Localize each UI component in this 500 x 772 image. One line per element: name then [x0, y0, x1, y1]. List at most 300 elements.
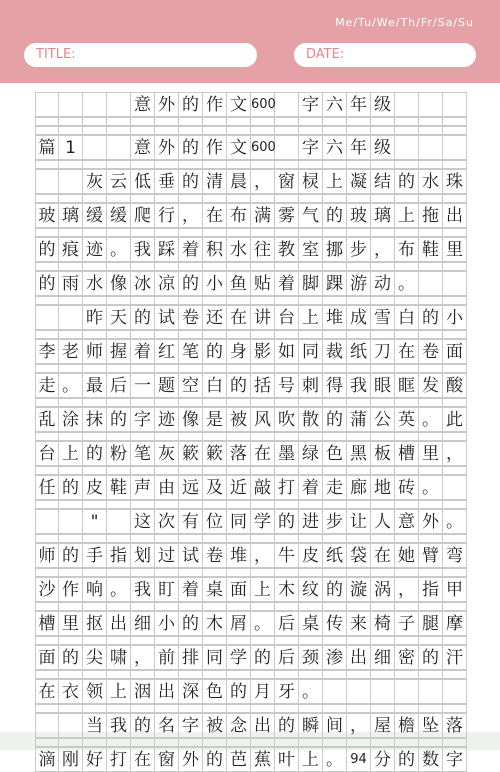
grid-cell: 如 [275, 340, 299, 363]
grid-gap-cell [131, 195, 155, 202]
grid-cell: 走 [323, 476, 347, 499]
grid-cell: 晨 [227, 170, 251, 193]
grid-gap-cell [35, 365, 59, 372]
grid-gap-cell [155, 127, 179, 134]
grid-gap-cell [323, 603, 347, 610]
grid-cell: 鞋 [107, 476, 131, 499]
essay-line [35, 543, 467, 568]
grid-cell: 眶 [395, 374, 419, 397]
grid-cell: 是 [203, 408, 227, 431]
grid-cell: 。 [419, 408, 443, 431]
grid-gap-cell [323, 467, 347, 474]
grid-gap-cell [275, 118, 299, 125]
grid-gap-cell [251, 501, 275, 508]
grid-cell [419, 136, 443, 159]
grid-cell: 后 [107, 374, 131, 397]
grid-gap-cell [299, 671, 323, 678]
grid-gap-cell [371, 433, 395, 440]
grid-cell: 积 [203, 238, 227, 261]
grid-cell: 槽 [395, 442, 419, 465]
grid-gap-cell [83, 501, 107, 508]
grid-cell: 布 [227, 204, 251, 227]
grid-gap-cell [203, 331, 227, 338]
grid-cell: 砖 [395, 476, 419, 499]
grid-gap-cell [179, 501, 203, 508]
grid-gap-cell [395, 195, 419, 202]
grid-gap-cell [131, 739, 155, 746]
grid-gap-cell [35, 467, 59, 474]
grid-cell: 红 [155, 340, 179, 363]
grid-gap-cell [59, 161, 83, 168]
grid-gap-cell [323, 637, 347, 644]
grid-gap-cell [131, 365, 155, 372]
grid-gap-cell [59, 263, 83, 270]
grid-cell: 1 [59, 136, 83, 159]
grid-cell: " [83, 510, 107, 533]
grid-cell: 上 [299, 306, 323, 329]
grid-cell: 气 [299, 204, 323, 227]
grid-gap-cell [83, 637, 107, 644]
grid-cell [83, 93, 107, 116]
grid-cell: 的 [323, 204, 347, 227]
essay-line [35, 475, 467, 500]
grid-gap-cell [107, 331, 131, 338]
grid-gap-cell [131, 229, 155, 236]
grid-gap-cell [299, 161, 323, 168]
grid-gap-cell [35, 127, 59, 134]
grid-gap-cell [203, 705, 227, 712]
grid-cell [275, 136, 299, 159]
grid-cell: ， [395, 578, 419, 601]
grid-cell: 堆 [323, 306, 347, 329]
grid-cell [107, 136, 131, 159]
grid-cell: 垂 [155, 170, 179, 193]
grid-cell: 的 [323, 578, 347, 601]
grid-gap-cell [443, 501, 467, 508]
grid-cell: 刀 [371, 340, 395, 363]
grid-gap-cell [131, 705, 155, 712]
grid-gap-cell [443, 671, 467, 678]
grid-gap-cell [227, 331, 251, 338]
grid-gap-cell [275, 603, 299, 610]
grid-cell: 珠 [443, 170, 467, 193]
grid-gap-cell [203, 433, 227, 440]
grid-gap-cell [419, 671, 443, 678]
grid-cell: ， [251, 170, 275, 193]
grid-cell: 在 [35, 680, 59, 703]
grid-cell: 英 [395, 408, 419, 431]
grid-gap-cell [59, 399, 83, 406]
grid-cell: 出 [155, 680, 179, 703]
grid-gap-cell [227, 433, 251, 440]
grid-gap-row [35, 398, 467, 407]
grid-gap-cell [251, 229, 275, 236]
grid-gap-cell [83, 365, 107, 372]
grid-cell: 雨 [59, 272, 83, 295]
grid-cell: 颈 [299, 646, 323, 669]
grid-gap-cell [299, 535, 323, 542]
grid-gap-cell [419, 467, 443, 474]
grid-gap-cell [179, 739, 203, 746]
grid-cell: 的 [35, 238, 59, 261]
grid-gap-cell [443, 467, 467, 474]
grid-gap-cell [419, 365, 443, 372]
grid-cell: 面 [443, 340, 467, 363]
grid-gap-cell [179, 433, 203, 440]
grid-gap-cell [395, 263, 419, 270]
grid-cell: 卷 [203, 544, 227, 567]
grid-cell: 进 [299, 510, 323, 533]
grid-gap-cell [347, 569, 371, 576]
grid-cell: 裁 [323, 340, 347, 363]
grid-cell: 涂 [59, 408, 83, 431]
grid-gap-cell [371, 671, 395, 678]
grid-cell: 公 [371, 408, 395, 431]
grid-cell: 成 [347, 306, 371, 329]
grid-cell: 题 [155, 374, 179, 397]
grid-cell: 师 [83, 340, 107, 363]
essay-line [35, 305, 467, 330]
grid-gap-cell [323, 501, 347, 508]
essay-line [35, 679, 467, 704]
grid-gap-cell [443, 331, 467, 338]
grid-cell: 任 [35, 476, 59, 499]
grid-gap-cell [275, 705, 299, 712]
grid-cell: 贴 [251, 272, 275, 295]
grid-gap-cell [395, 229, 419, 236]
grid-cell: 深 [179, 680, 203, 703]
grid-cell: 面 [35, 646, 59, 669]
grid-cell: 水 [419, 170, 443, 193]
grid-cell: 字 [179, 714, 203, 737]
grid-cell: 的 [179, 170, 203, 193]
essay-line [35, 135, 467, 160]
grid-gap-cell [419, 569, 443, 576]
grid-cell: 最 [83, 374, 107, 397]
grid-gap-cell [323, 705, 347, 712]
grid-gap-cell [35, 637, 59, 644]
grid-cell: 号 [275, 374, 299, 397]
grid-gap-cell [107, 671, 131, 678]
grid-cell: 篇 [35, 136, 59, 159]
grid-gap-cell [203, 399, 227, 406]
grid-gap-cell [299, 365, 323, 372]
grid-cell: 拖 [419, 204, 443, 227]
grid-cell: 六 [323, 136, 347, 159]
grid-cell: 的 [131, 306, 155, 329]
grid-cell: ， [371, 238, 395, 261]
grid-cell: 尖 [83, 646, 107, 669]
grid-cell: 散 [299, 408, 323, 431]
grid-gap-cell [35, 603, 59, 610]
grid-cell: 分 [371, 748, 395, 771]
grid-gap-cell [155, 331, 179, 338]
grid-gap-cell [299, 297, 323, 304]
grid-cell: 我 [107, 714, 131, 737]
grid-cell: 踝 [323, 272, 347, 295]
grid-cell: 。 [59, 374, 83, 397]
grid-cell [347, 680, 371, 703]
grid-gap-cell [251, 399, 275, 406]
grid-gap-cell [83, 331, 107, 338]
grid-gap-row [35, 670, 467, 679]
grid-cell: 上 [299, 748, 323, 771]
grid-gap-cell [59, 637, 83, 644]
grid-gap-cell [395, 433, 419, 440]
grid-cell: 声 [131, 476, 155, 499]
grid-cell: 的 [179, 272, 203, 295]
grid-cell: 学 [251, 510, 275, 533]
grid-cell: 色 [323, 442, 347, 465]
grid-gap-cell [59, 535, 83, 542]
grid-gap-cell [347, 399, 371, 406]
grid-gap-cell [347, 705, 371, 712]
grid-gap-cell [395, 569, 419, 576]
grid-cell: 抹 [83, 408, 107, 431]
grid-cell: 师 [35, 544, 59, 567]
grid-gap-cell [155, 501, 179, 508]
grid-cell: 还 [203, 306, 227, 329]
grid-cell: 洇 [131, 680, 155, 703]
grid-gap-cell [299, 331, 323, 338]
grid-gap-cell [371, 195, 395, 202]
grid-gap-cell [299, 501, 323, 508]
grid-gap-cell [227, 127, 251, 134]
grid-gap-cell [107, 433, 131, 440]
essay-line [35, 203, 467, 228]
grid-cell: 的 [59, 544, 83, 567]
essay-line [35, 271, 467, 296]
grid-gap-cell [323, 739, 347, 746]
grid-cell [59, 714, 83, 737]
grid-gap-cell [443, 365, 467, 372]
grid-cell: 里 [59, 612, 83, 635]
grid-cell: 往 [251, 238, 275, 261]
grid-cell: 凉 [155, 272, 179, 295]
grid-gap-cell [203, 467, 227, 474]
grid-cell: 敲 [251, 476, 275, 499]
grid-gap-cell [179, 671, 203, 678]
grid-cell: 桌 [299, 612, 323, 635]
grid-cell: 结 [371, 170, 395, 193]
grid-gap-cell [83, 739, 107, 746]
grid-gap-cell [35, 263, 59, 270]
grid-gap-cell [59, 118, 83, 125]
grid-gap-row [35, 228, 467, 237]
grid-gap-cell [107, 603, 131, 610]
grid-cell: 在 [131, 748, 155, 771]
grid-gap-cell [443, 297, 467, 304]
grid-cell: 括 [251, 374, 275, 397]
grid-gap-cell [299, 127, 323, 134]
grid-cell: 空 [179, 374, 203, 397]
grid-gap-cell [419, 161, 443, 168]
grid-cell: 我 [347, 374, 371, 397]
grid-gap-cell [275, 297, 299, 304]
grid-cell: ， [443, 442, 467, 465]
grid-gap-cell [371, 263, 395, 270]
grid-gap-cell [203, 739, 227, 746]
grid-cell: 的 [419, 646, 443, 669]
grid-cell: 试 [179, 544, 203, 567]
grid-cell: 次 [155, 510, 179, 533]
grid-gap-cell [371, 365, 395, 372]
grid-gap-cell [371, 297, 395, 304]
grid-cell: 月 [251, 680, 275, 703]
grid-cell: 堆 [227, 544, 251, 567]
grid-gap-cell [35, 433, 59, 440]
grid-gap-row [35, 126, 467, 135]
grid-gap-cell [251, 739, 275, 746]
grid-gap-cell [155, 263, 179, 270]
grid-cell: 缓 [83, 204, 107, 227]
grid-gap-cell [419, 195, 443, 202]
grid-gap-cell [227, 501, 251, 508]
grid-cell: 在 [395, 340, 419, 363]
grid-cell [419, 93, 443, 116]
grid-gap-cell [299, 399, 323, 406]
grid-cell: 啸 [107, 646, 131, 669]
grid-gap-row [35, 194, 467, 203]
grid-cell: 这 [131, 510, 155, 533]
grid-cell: 踩 [155, 238, 179, 261]
grid-cell: 数 [419, 748, 443, 771]
grid-gap-cell [227, 739, 251, 746]
date-field[interactable]: DATE: [294, 43, 476, 67]
grid-gap-cell [443, 161, 467, 168]
grid-cell: 近 [227, 476, 251, 499]
grid-cell: 迹 [155, 408, 179, 431]
grid-cell: 牛 [275, 544, 299, 567]
grid-cell: 的 [179, 136, 203, 159]
grid-cell: 落 [443, 714, 467, 737]
grid-cell [59, 170, 83, 193]
grid-gap-cell [107, 365, 131, 372]
grid-cell: 作 [59, 578, 83, 601]
grid-gap-row [35, 330, 467, 339]
essay-line [35, 577, 467, 602]
grid-gap-cell [35, 118, 59, 125]
grid-cell: 字 [131, 408, 155, 431]
grid-cell: 排 [179, 646, 203, 669]
grid-gap-cell [83, 433, 107, 440]
grid-gap-cell [395, 535, 419, 542]
grid-cell: 盯 [155, 578, 179, 601]
grid-cell: 纸 [347, 340, 371, 363]
grid-gap-cell [155, 569, 179, 576]
grid-cell: 乱 [35, 408, 59, 431]
grid-gap-cell [83, 127, 107, 134]
grid-cell: 。 [107, 578, 131, 601]
grid-cell: 台 [35, 442, 59, 465]
grid-gap-cell [323, 433, 347, 440]
grid-gap-cell [107, 118, 131, 125]
grid-gap-cell [107, 297, 131, 304]
grid-gap-cell [59, 331, 83, 338]
grid-gap-row [35, 738, 467, 747]
grid-gap-cell [131, 331, 155, 338]
grid-cell: 雪 [371, 306, 395, 329]
grid-cell: 刺 [299, 374, 323, 397]
grid-gap-cell [59, 671, 83, 678]
grid-cell: 的 [275, 714, 299, 737]
grid-cell: 意 [131, 136, 155, 159]
grid-cell: 后 [275, 646, 299, 669]
grid-gap-cell [299, 467, 323, 474]
grid-cell: 刚 [59, 748, 83, 771]
grid-gap-cell [395, 297, 419, 304]
title-field[interactable]: TITLE: [24, 43, 257, 67]
grid-cell: 皮 [83, 476, 107, 499]
grid-gap-cell [131, 501, 155, 508]
grid-gap-cell [371, 603, 395, 610]
grid-gap-cell [347, 331, 371, 338]
grid-cell: 墨 [275, 442, 299, 465]
grid-gap-cell [227, 671, 251, 678]
grid-gap-cell [347, 161, 371, 168]
grid-gap-cell [179, 127, 203, 134]
grid-gap-cell [251, 297, 275, 304]
weekday-selector[interactable]: Me/Tu/We/Th/Fr/Sa/Su [335, 16, 474, 29]
grid-cell: 字 [443, 748, 467, 771]
grid-cell: 汗 [443, 646, 467, 669]
grid-cell: 当 [83, 714, 107, 737]
grid-cell: 细 [131, 612, 155, 635]
grid-gap-row [35, 636, 467, 645]
grid-gap-cell [59, 365, 83, 372]
grid-cell: 绿 [299, 442, 323, 465]
grid-gap-cell [59, 739, 83, 746]
grid-cell: 鱼 [227, 272, 251, 295]
grid-cell: 子 [395, 612, 419, 635]
grid-cell: 卷 [419, 340, 443, 363]
grid-gap-cell [155, 229, 179, 236]
grid-gap-cell [251, 263, 275, 270]
grid-gap-row [35, 262, 467, 271]
grid-gap-cell [275, 671, 299, 678]
grid-cell [371, 680, 395, 703]
grid-cell [395, 93, 419, 116]
grid-gap-cell [299, 195, 323, 202]
grid-gap-cell [443, 535, 467, 542]
grid-gap-cell [227, 229, 251, 236]
grid-gap-cell [419, 705, 443, 712]
grid-gap-cell [83, 195, 107, 202]
grid-gap-cell [323, 331, 347, 338]
grid-gap-cell [251, 331, 275, 338]
grid-gap-cell [203, 195, 227, 202]
grid-gap-cell [83, 297, 107, 304]
grid-cell: 玻 [35, 204, 59, 227]
grid-gap-cell [395, 331, 419, 338]
grid-gap-cell [443, 433, 467, 440]
grid-gap-cell [203, 127, 227, 134]
grid-gap-cell [83, 569, 107, 576]
grid-cell: 被 [203, 714, 227, 737]
grid-cell: 教 [275, 238, 299, 261]
grid-cell: 行 [155, 204, 179, 227]
grid-cell: 过 [155, 544, 179, 567]
grid-gap-cell [227, 297, 251, 304]
grid-cell: 皮 [299, 544, 323, 567]
grid-gap-cell [251, 535, 275, 542]
grid-cell: 讲 [251, 306, 275, 329]
grid-cell: 低 [131, 170, 155, 193]
grid-cell: 六 [323, 93, 347, 116]
grid-gap-cell [107, 739, 131, 746]
essay-line [35, 237, 467, 262]
grid-gap-cell [395, 501, 419, 508]
